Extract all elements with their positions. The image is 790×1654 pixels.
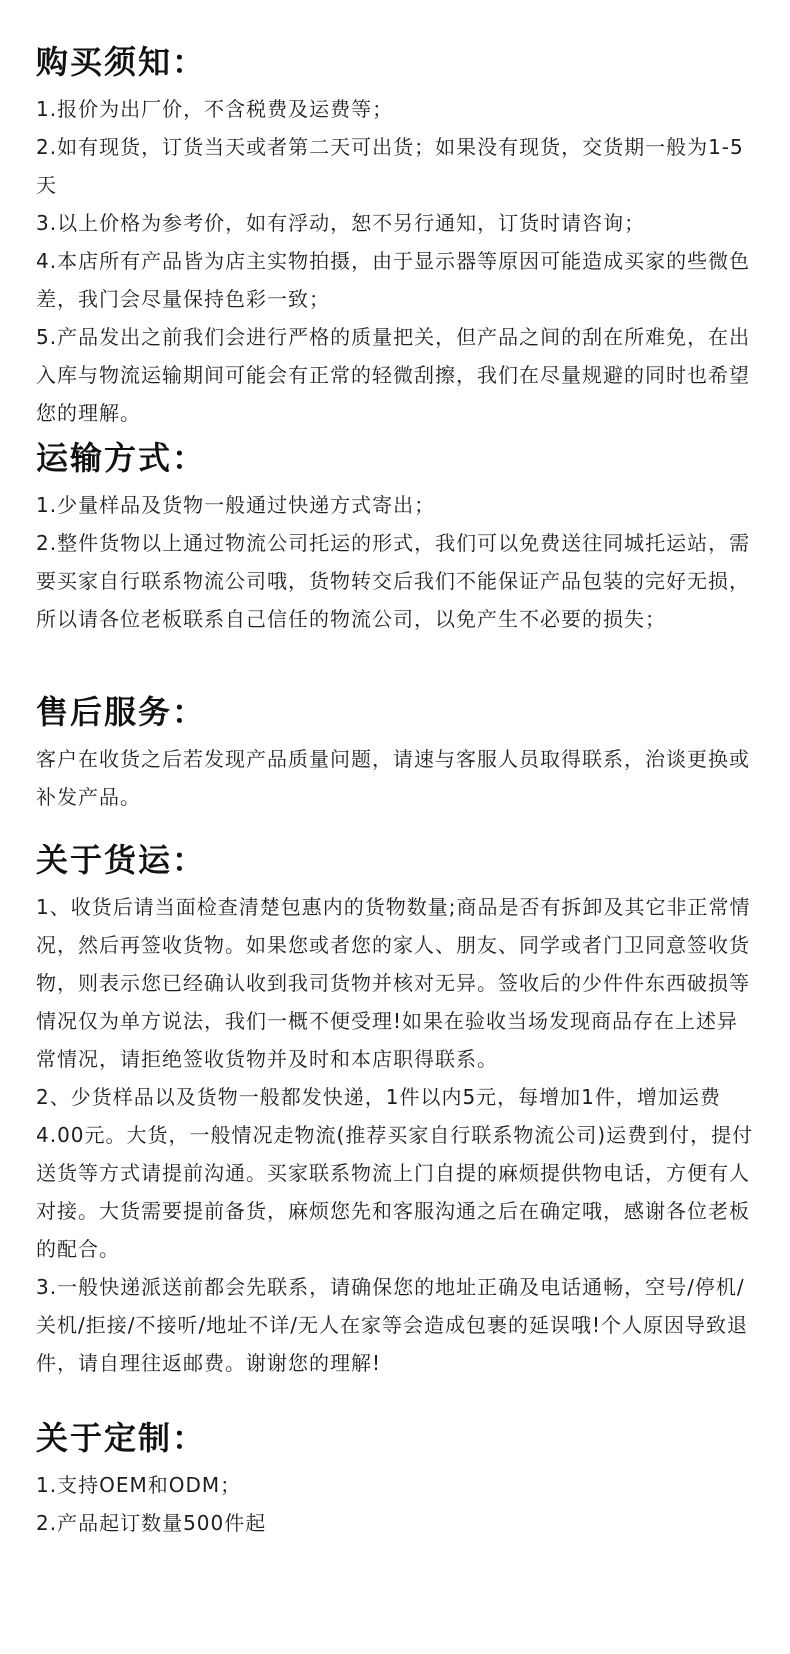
notice-item: 2.整件货物以上通过物流公司托运的形式，我们可以免费送往同城托运站，需要买家自行联系物流公司哦，货物转交后我们不能保证产品包装的完好无损，所以请各位老板联系自己信任的物流公司，以免产生不必要的损失；	[36, 531, 751, 631]
notice-item: 2、少货样品以及货物一般都发快递，1件以内5元，每增加1件，增加运费4.00元。大货，一般情况走物流(推荐买家自行联系物流公司)运费到付，提付送货等方式请提前沟通。买家联系物流上门自提的麻烦提供物电话，方便有人对接。大货需要提前备货，麻烦您先和客服沟通之后在确定哦，感谢各位老板的配合。	[36, 1085, 754, 1261]
section-heading: 关于货运：	[36, 841, 207, 879]
section-purchase-notice	[36, 40, 756, 432]
notice-item: 1.报价为出厂价，不含税费及运费等；	[36, 97, 394, 121]
section-heading: 关于定制：	[36, 1419, 207, 1457]
notice-item: 5.产品发出之前我们会进行严格的质量把关，但产品之间的刮在所难免，在出入库与物流运输期间可能会有正常的轻微刮擦，我们在尽量规避的同时也希望您的理解。	[36, 325, 751, 425]
notice-item: 3.以上价格为参考价，如有浮动，恕不另行通知，订货时请咨询；	[36, 211, 646, 235]
section-freight	[36, 838, 756, 1382]
notice-item: 2.产品起订数量500件起	[36, 1511, 267, 1535]
notice-item: 客户在收货之后若发现产品质量问题，请速与客服人员取得联系，治谈更换或补发产品。	[36, 747, 750, 809]
section-shipping-method	[36, 436, 756, 638]
notice-item: 4.本店所有产品皆为店主实物拍摄，由于显示器等原因可能造成买家的些微色差，我门会尽量保持色彩一致；	[36, 249, 751, 311]
notice-item: 1.支持OEM和ODM；	[36, 1473, 242, 1497]
notice-item: 2.如有现货，订货当天或者第二天可出货；如果没有现货，交货期一般为1-5天	[36, 135, 744, 197]
section-customization	[36, 1416, 756, 1542]
notice-item: 3.一般快递派送前都会先联系，请确保您的地址正确及电话通畅，空号/停机/关机/拒接/不接听/地址不详/无人在家等会造成包裹的延误哦!个人原因导致退件，请自理往返邮费。谢谢您的理解!	[36, 1275, 748, 1375]
section-after-sales	[36, 690, 756, 816]
section-heading: 售后服务：	[36, 693, 207, 731]
section-heading: 购买须知：	[36, 43, 207, 81]
notice-item: 1.少量样品及货物一般通过快递方式寄出；	[36, 493, 436, 517]
section-heading: 运输方式：	[36, 439, 207, 477]
notice-item: 1、收货后请当面检查清楚包惠内的货物数量;商品是否有拆卸及其它非正常情况，然后再签收货物。如果您或者您的家人、朋友、同学或者门卫同意签收货物，则表示您已经确认收到我司货物并核对无异。签收后的少件件东西破损等情况仅为单方说法，我们一概不便受理!如果在验收当场发现商品存在上述异常情况，请拒绝签收货物并及时和本店职得联系。	[36, 895, 751, 1071]
